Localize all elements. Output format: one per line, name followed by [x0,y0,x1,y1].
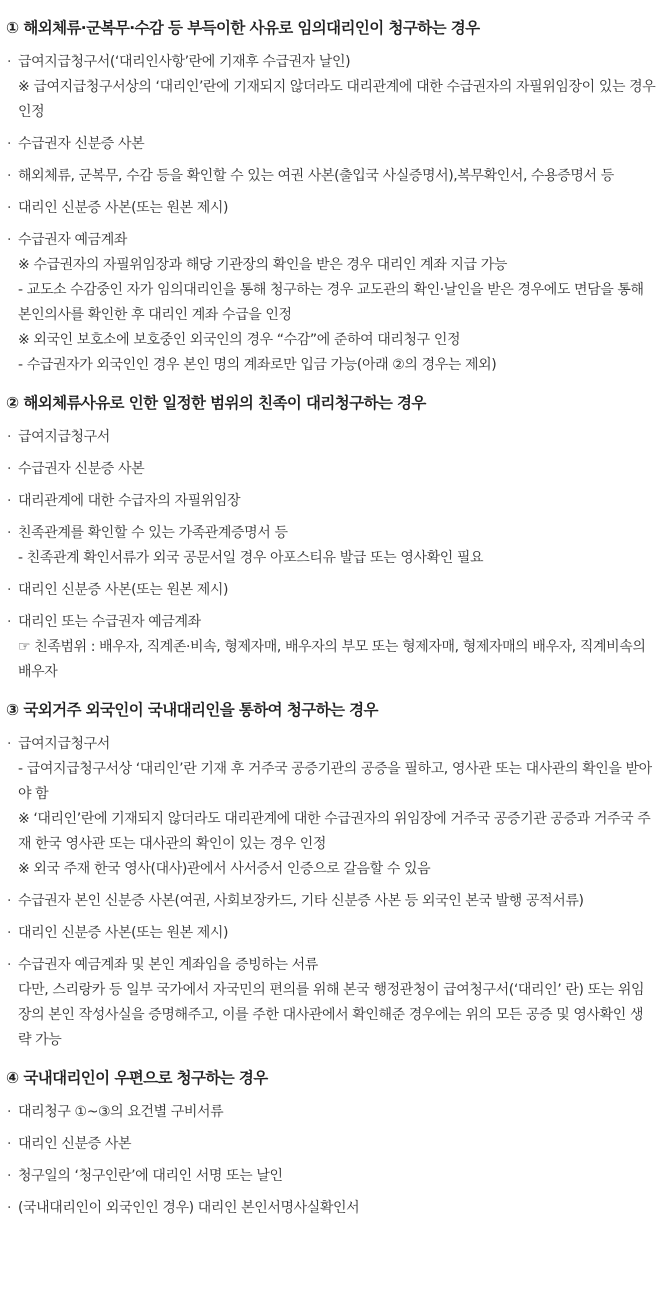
item-text: · 수급권자 예금계좌 및 본인 계좌임을 증빙하는 서류 [18,957,318,973]
section-title: ① 해외체류·군복무·수감 등 부득이한 사유로 임의대리인이 청구하는 경우 [6,19,480,37]
section-4 [6,1066,656,1221]
item-note: - 교도소 수감중인 자가 임의대리인을 통해 청구하는 경우 교도관의 확인·날인을 받은 경우에도 면담을 통해 본인의사를 확인한 후 대리인 계좌 수급을 인정 [18,282,644,323]
list-item [6,521,656,571]
section-title: ④ 국내대리인이 우편으로 청구하는 경우 [6,1069,268,1087]
list-item [6,889,656,914]
list-item [6,1132,656,1157]
list-item [6,132,656,157]
item-text: · 대리인 신분증 사본 [18,1136,132,1152]
item-note: ※ 수급권자의 자필위임장과 해당 기관장의 확인을 받은 경우 대리인 계좌 지급 가능 [18,257,507,273]
item-text: · 수급권자 예금계좌 [18,232,128,248]
item-text: · 대리관계에 대한 수급자의 자필위임장 [18,493,241,509]
item-note: - 수급권자가 외국인인 경우 본인 명의 계좌로만 입금 가능(아래 ②의 경우는 제외) [18,357,497,373]
list-item [6,1100,656,1125]
list-item [6,610,656,685]
item-note: ※ 급여지급청구서상의 ‘대리인’란에 기재되지 않더라도 대리관계에 대한 수급권자의 자필위임장이 있는 경우 인정 [18,79,656,120]
item-note: ☞ 친족범위 : 배우자, 직계존·비속, 형제자매, 배우자의 부모 또는 형제자매, 형제자매의 배우자, 직계비속의 배우자 [18,639,646,680]
list-item [6,732,656,882]
item-text: · 친족관계를 확인할 수 있는 가족관계증명서 등 [18,525,288,541]
item-text: · 수급권자 신분증 사본 [18,461,145,477]
list-item [6,196,656,221]
list-item [6,425,656,450]
list-item [6,953,656,1053]
section-1 [6,16,656,378]
section-title: ② 해외체류사유로 인한 일정한 범위의 친족이 대리청구하는 경우 [6,394,426,412]
item-note: ※ 외국 주재 한국 영사(대사)관에서 사서증서 인증으로 갈음할 수 있음 [18,861,431,877]
item-note: ※ ‘대리인’란에 기재되지 않더라도 대리관계에 대한 수급권자의 위임장에 거주국 공증기관 공증과 거주국 주재 한국 영사관 또는 대사관의 확인이 있는 경우 인정 [18,811,651,852]
item-note: - 급여지급청구서상 ‘대리인’란 기재 후 거주국 공증기관의 공증을 필하고, 영사관 또는 대사관의 확인을 받아야 함 [18,761,652,802]
item-text: · 수급권자 본인 신분증 사본(여권, 사회보장카드, 기타 신분증 사본 등 외국인 본국 발행 공적서류) [18,893,584,909]
item-text: · 대리인 신분증 사본(또는 원본 제시) [18,200,229,216]
item-text: · 급여지급청구서 [18,736,110,752]
item-text: · 급여지급청구서 [18,429,110,445]
section-title: ③ 국외거주 외국인이 국내대리인을 통하여 청구하는 경우 [6,701,378,719]
list-item [6,228,656,378]
item-text: · 대리인 또는 수급권자 예금계좌 [18,614,201,630]
item-note: ※ 외국인 보호소에 보호중인 외국인의 경우 “수감”에 준하여 대리청구 인정 [18,332,461,348]
item-note: 다만, 스리랑카 등 일부 국가에서 자국민의 편의를 위해 본국 행정관청이 급여청구서(‘대리인’ 란) 또는 위임장의 본인 작성사실을 증명해주고, 이를 주한 대사관에서 확인해준 경우에는 위의 모든 공증 및 영사확인 생략 가능 [18,982,645,1048]
list-item [6,1196,656,1221]
item-text: · 대리인 신분증 사본(또는 원본 제시) [18,582,229,598]
item-text: · 대리인 신분증 사본(또는 원본 제시) [18,925,229,941]
list-item [6,921,656,946]
list-item [6,164,656,189]
list-item [6,489,656,514]
list-item [6,50,656,125]
section-2 [6,391,656,685]
item-text: · 급여지급청구서(‘대리인사항’란에 기재후 수급권자 날인) [18,54,351,70]
item-text: · 해외체류, 군복무, 수감 등을 확인할 수 있는 여권 사본(출입국 사실증명서),복무확인서, 수용증명서 등 [18,168,614,184]
item-note: - 친족관계 확인서류가 외국 공문서일 경우 아포스티유 발급 또는 영사확인 필요 [18,550,484,566]
list-item [6,457,656,482]
item-text: · 수급권자 신분증 사본 [18,136,145,152]
section-3 [6,698,656,1053]
list-item [6,578,656,603]
list-item [6,1164,656,1189]
item-text: · 청구일의 ‘청구인란’에 대리인 서명 또는 날인 [18,1168,283,1184]
item-text: · 대리청구 ①~③의 요건별 구비서류 [18,1104,224,1120]
item-text: · (국내대리인이 외국인인 경우) 대리인 본인서명사실확인서 [18,1200,360,1216]
